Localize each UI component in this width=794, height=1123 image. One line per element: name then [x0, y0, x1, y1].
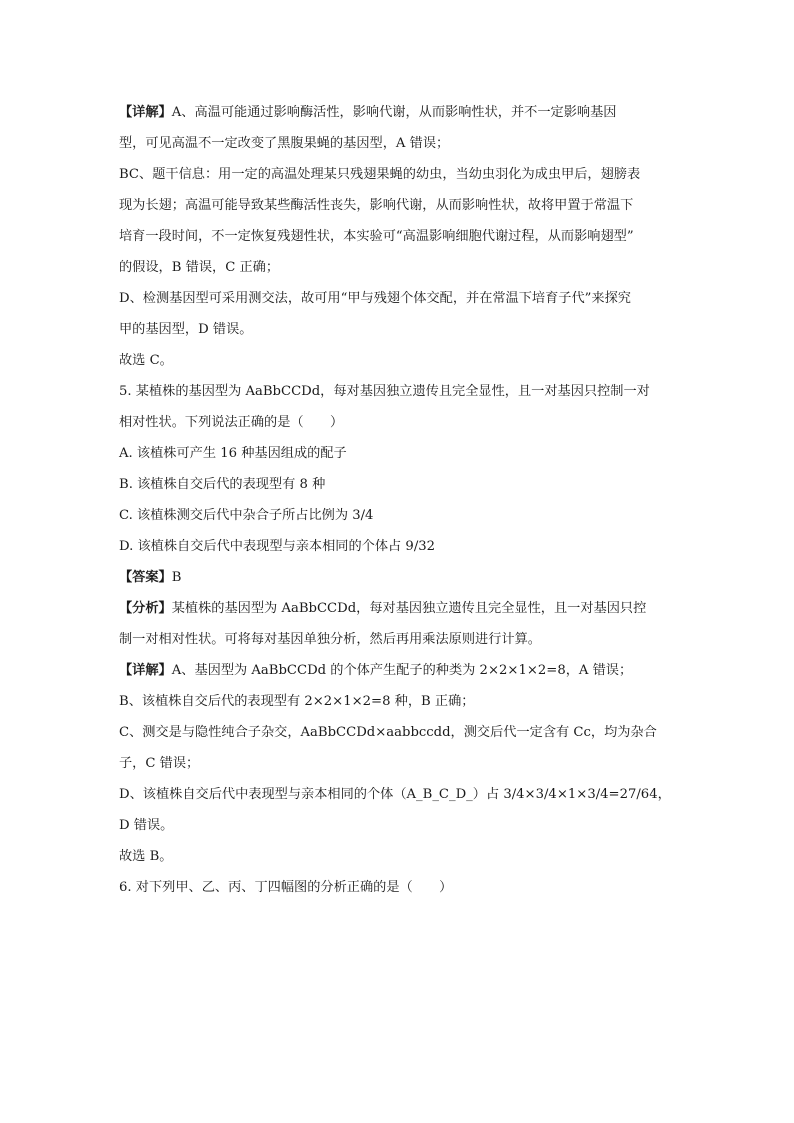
q4-conclusion: 故选 C。: [119, 353, 173, 368]
q5-option-c: C. 该植株测交后代中杂合子所占比例为 3/4: [119, 508, 374, 523]
detail-tag: 【详解】: [119, 105, 172, 120]
q5-option-b: B. 该植株自交后代的表现型有 8 种: [119, 477, 326, 492]
q5-detail-line-4: 子，C 错误；: [119, 756, 200, 771]
q4-detail-line-2: 型，可见高温不一定改变了黑腹果蝇的基因型，A 错误；: [119, 136, 450, 151]
q5-detail-line-1: 【详解】A、基因型为 AaBbCCDd 的个体产生配子的种类为 2×2×1×2=8，A 错误；: [119, 663, 633, 678]
analysis-tag: 【分析】: [119, 601, 172, 616]
q5-stem-line-2: 相对性状。下列说法正确的是（ ）: [119, 415, 344, 430]
q5-conclusion: 故选 B。: [119, 849, 173, 864]
answer-tag: 【答案】: [119, 570, 172, 585]
q5-detail-line-3: C、测交是与隐性纯合子杂交，AaBbCCDd×aabbccdd，测交后代一定含有 Cc，均为杂合: [119, 725, 657, 740]
answer-value: B: [171, 570, 182, 585]
q5-option-d: D. 该植株自交后代中表现型与亲本相同的个体占 9/32: [119, 539, 436, 554]
q5-detail-line-5: D、该植株自交后代中表现型与亲本相同的个体（A_B_C_D_）占 3/4×3/4×1×3/4=27/64，: [119, 787, 671, 802]
q5-analysis-line-2: 制一对相对性状。可将每对基因单独分析，然后再用乘法原则进行计算。: [119, 632, 541, 647]
q5-answer: [119, 568, 679, 588]
q5-analysis-line-1: 【分析】某植株的基因型为 AaBbCCDd，每对基因独立遗传且完全显性，且一对基因只控: [119, 601, 647, 616]
q4-detail-line-1: 【详解】A、高温可能通过影响酶活性，影响代谢，从而影响性状，并不一定影响基因: [119, 105, 617, 120]
q5-option-a: A. 该植株可产生 16 种基因组成的配子: [119, 446, 347, 461]
q6-stem: 6. 对下列甲、乙、丙、丁四幅图的分析正确的是（ ）: [119, 880, 453, 895]
q4-detail-line-5: 培育一段时间，不一定恢复残翅性状，本实验可“高温影响细胞代谢过程，从而影响翅型”: [119, 229, 634, 244]
q5-detail-line-2: B、该植株自交后代的表现型有 2×2×1×2=8 种，B 正确；: [119, 694, 475, 709]
q5-detail-line-6: D 错误。: [119, 818, 174, 833]
q4-detail-line-8: 甲的基因型，D 错误。: [119, 322, 253, 337]
q4-detail-line-3: BC、题干信息：用一定的高温处理某只残翅果蝇的幼虫，当幼虫羽化为成虫甲后，翅膀表: [119, 167, 641, 182]
q4-detail-line-4: 现为长翅；高温可能导致某些酶活性丧失，影响代谢，从而影响性状，故将甲置于常温下: [119, 198, 634, 213]
q4-detail-line-6: 的假设，B 错误，C 正确；: [119, 260, 280, 275]
q5-stem-line-1: 5. 某植株的基因型为 AaBbCCDd，每对基因独立遗传且完全显性，且一对基因只控制一对: [119, 384, 650, 399]
detail-tag: 【详解】: [119, 663, 172, 678]
q4-detail-line-7: D、检测基因型可采用测交法，故可用“甲与残翅个体交配，并在常温下培育子代”来探究: [119, 291, 631, 306]
